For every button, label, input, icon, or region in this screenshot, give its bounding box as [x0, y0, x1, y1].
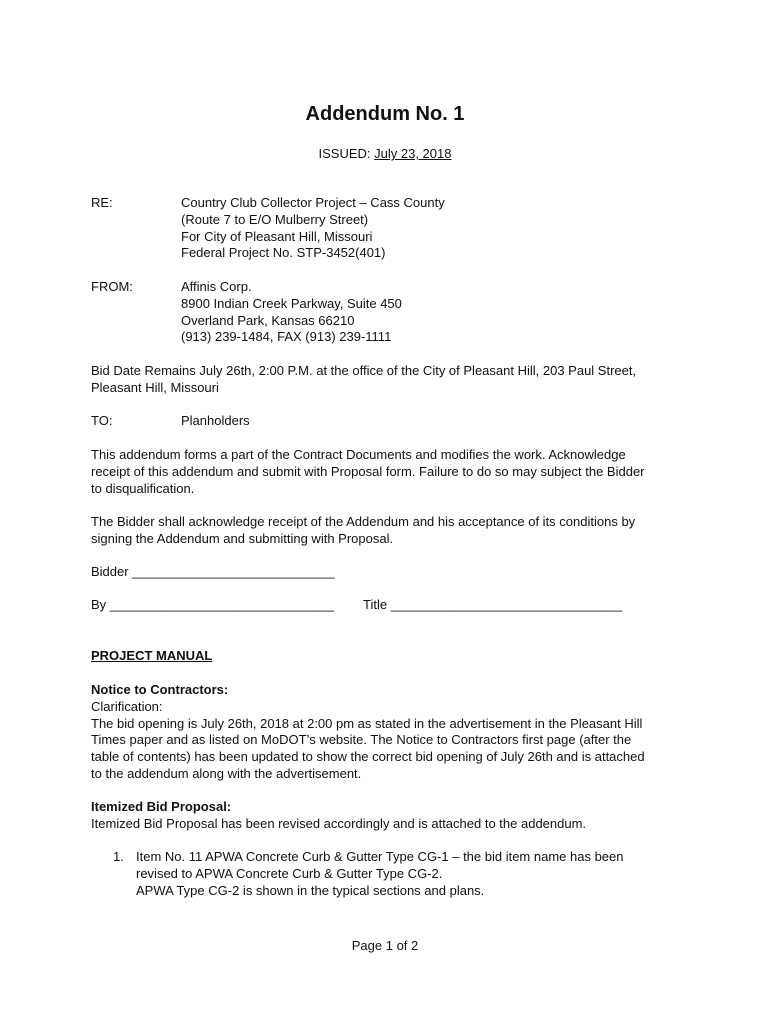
from-line: Affinis Corp.: [181, 279, 252, 294]
list-item: [136, 849, 681, 899]
bid-date-line: Bid Date Remains July 26th, 2:00 P.M. at the office of the City of Pleasant Hill, 203 Paul Street,: [91, 363, 637, 378]
list-line: Item No. 11 APWA Concrete Curb & Gutter Type CG-1 – the bid item name has been: [136, 849, 624, 864]
notice-line: to the addendum along with the advertisement.: [91, 765, 362, 781]
project-manual-heading: PROJECT MANUAL: [91, 648, 213, 663]
from-line: 8900 Indian Creek Parkway, Suite 450: [181, 295, 402, 311]
addendum-paragraph: [91, 447, 645, 497]
acknowledge-paragraph: [91, 514, 635, 548]
from-line: Overland Park, Kansas 66210: [181, 312, 355, 328]
issued-label: ISSUED:: [318, 146, 375, 161]
page-number: Page 1 of 2: [351, 938, 419, 953]
paragraph-line: receipt of this addendum and submit with Proposal form. Failure to do so may subject the Bidder: [91, 463, 645, 479]
re-line: (Route 7 to E/O Mulberry Street): [181, 211, 369, 227]
to-value: Planholders: [181, 413, 250, 428]
from-block: [181, 279, 402, 346]
paragraph-line: This addendum forms a part of the Contract Documents and modifies the work. Acknowledge: [91, 447, 626, 462]
clarification-label: Clarification:: [91, 698, 163, 714]
from-line: (913) 239-1484, FAX (913) 239-1111: [181, 329, 392, 345]
re-line: Country Club Collector Project – Cass County: [181, 195, 445, 210]
bid-date-paragraph: [91, 363, 636, 397]
list-line: revised to APWA Concrete Curb & Gutter Type CG-2.: [136, 865, 443, 881]
title-signature-line: Title ________________________________: [363, 597, 623, 612]
list-line: APWA Type CG-2 is shown in the typical sections and plans.: [136, 882, 485, 898]
notice-line: Times paper and as listed on MoDOT’s website. The Notice to Contractors first page (after the: [91, 732, 632, 748]
by-signature-line: By _______________________________: [91, 597, 334, 612]
itemized-section: [91, 799, 586, 833]
re-line: For City of Pleasant Hill, Missouri: [181, 228, 373, 244]
paragraph-line: to disqualification.: [91, 480, 195, 496]
itemized-text: Itemized Bid Proposal has been revised accordingly and is attached to the addendum.: [91, 815, 587, 831]
notice-line: table of contents) has been updated to show the correct bid opening of July 26th and is attached: [91, 749, 645, 765]
issued-line: [0, 146, 770, 161]
notice-section: [91, 682, 645, 783]
from-label: FROM:: [91, 279, 133, 294]
bid-date-line: Pleasant Hill, Missouri: [91, 379, 219, 395]
bidder-signature-line: Bidder ____________________________: [91, 564, 335, 579]
re-block: [181, 195, 445, 262]
notice-line: The bid opening is July 26th, 2018 at 2:00 pm as stated in the advertisement in the Pleasant Hill: [91, 715, 643, 731]
issued-date: July 23, 2018: [374, 146, 452, 161]
paragraph-line: The Bidder shall acknowledge receipt of the Addendum and his acceptance of its conditions by: [91, 514, 636, 529]
paragraph-line: signing the Addendum and submitting with Proposal.: [91, 530, 394, 546]
itemized-heading: Itemized Bid Proposal:: [91, 799, 232, 814]
re-label: RE:: [91, 195, 113, 210]
page-title: Addendum No. 1: [305, 103, 465, 125]
list-number: 1.: [113, 849, 124, 864]
to-label: TO:: [91, 413, 113, 428]
notice-heading: Notice to Contractors:: [91, 682, 229, 697]
re-line: Federal Project No. STP-3452(401): [181, 245, 386, 261]
